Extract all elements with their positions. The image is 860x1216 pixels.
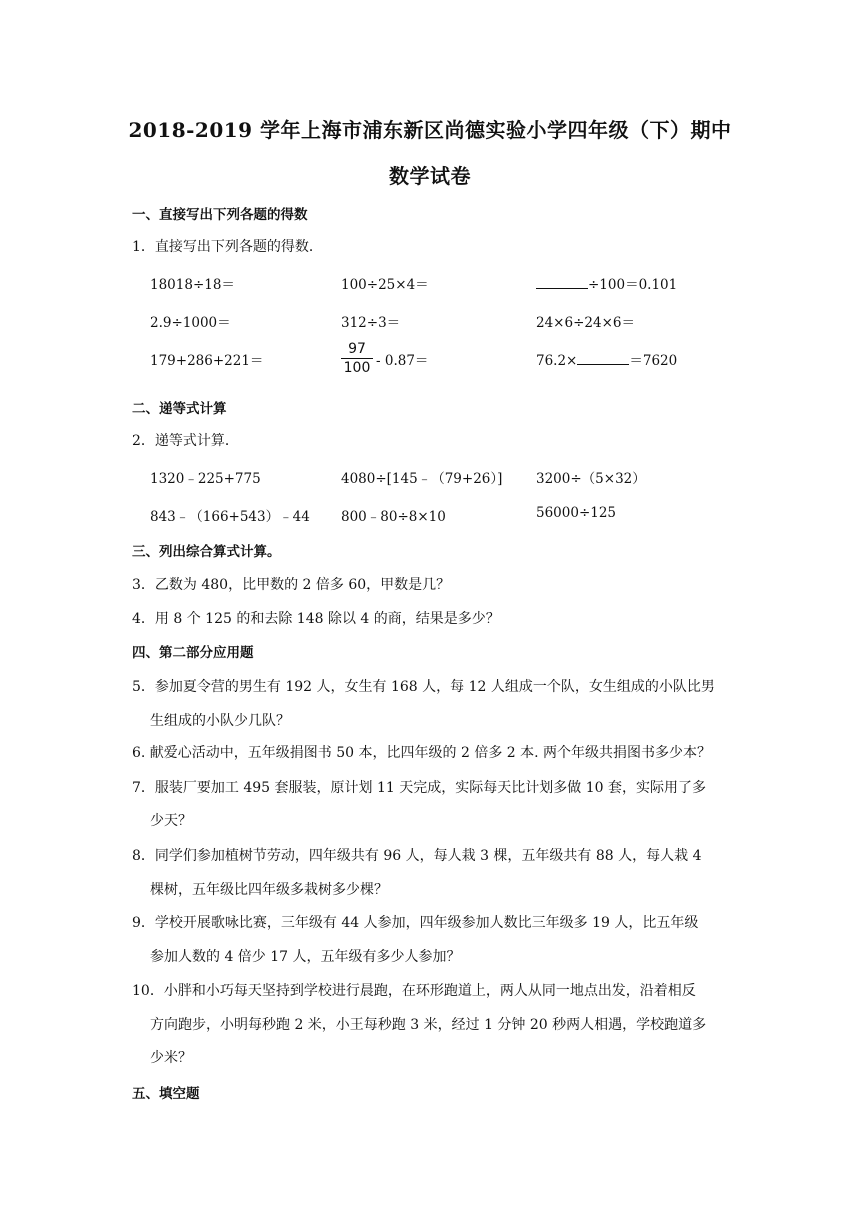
- q2-r2-c3: 56000÷125: [536, 505, 617, 521]
- section-3-heading: 三、列出综合算式计算。: [132, 544, 281, 560]
- question-4: 4．用 8 个 125 的和去除 148 除以 4 的商，结果是多少？: [132, 611, 500, 627]
- q1-r3-c3: 76.2× ＝7620: [536, 353, 678, 369]
- q1-r3-c1: 179+286+221＝: [150, 353, 264, 369]
- section-4-heading: 四、第二部分应用题: [132, 645, 254, 661]
- question-7-line2: 少天？: [150, 813, 192, 829]
- question-9-line2: 参加人数的 4 倍少 17 人，五年级有多少人参加？: [150, 949, 461, 965]
- exam-title-line1: 2018-2019 学年上海市浦东新区尚德实验小学四年级（下）期中: [128, 118, 732, 142]
- question-5-line2: 生组成的小队少几队？: [150, 713, 290, 729]
- q2-r2-c2: 800﹣80÷8×10: [341, 509, 446, 525]
- question-5-line1: 5．参加夏令营的男生有 192 人，女生有 168 人，每 12 人组成一个队，女生组成的小队比男: [132, 679, 715, 695]
- q1-r1-c1: 18018÷18＝: [150, 277, 235, 293]
- question-7-line1: 7．服装厂要加工 495 套服装，原计划 11 天完成，实际每天比计划多做 10 套，实际用了多: [132, 780, 706, 796]
- question-3: 3．乙数为 480，比甲数的 2 倍多 60，甲数是几？: [132, 577, 451, 593]
- q1-r1-c2: 100÷25×4＝: [341, 277, 429, 293]
- q1-r2-c1: 2.9÷1000＝: [150, 315, 231, 331]
- fraction-bar: [341, 358, 373, 359]
- q1-r1-c3: ÷100＝0.101: [536, 273, 677, 293]
- fraction-denominator: 100: [343, 360, 371, 376]
- q1-r3-c2: - 0.87＝: [376, 353, 429, 369]
- q2-r1-c2: 4080÷[145﹣（79+26）]: [341, 471, 503, 487]
- question-6: 6. 献爱心活动中，五年级捐图书 50 本，比四年级的 2 倍多 2 本. 两个年级共捐图书多少本？: [132, 745, 712, 761]
- question-10-line3: 少米？: [150, 1050, 192, 1066]
- question-1-text: 1．直接写出下列各题的得数．: [132, 239, 323, 255]
- question-8-line2: 棵树，五年级比四年级多栽树多少棵？: [150, 882, 388, 898]
- q2-r2-c1: 843﹣（166+543）﹣44: [150, 509, 310, 525]
- q2-r1-c1: 1320﹣225+775: [150, 471, 261, 487]
- question-2-text: 2．递等式计算．: [132, 433, 239, 449]
- question-8-line1: 8．同学们参加植树节劳动，四年级共有 96 人，每人栽 3 棵，五年级共有 88 人，每人栽 4: [132, 848, 702, 864]
- answer-blank[interactable]: [536, 276, 588, 289]
- question-9-line1: 9．学校开展歌咏比赛，三年级有 44 人参加，四年级参加人数比三年级多 19 人，比五年级: [132, 915, 699, 931]
- q1-r2-c3: 24×6÷24×6＝: [536, 315, 635, 331]
- question-10-line1: 10．小胖和小巧每天坚持到学校进行晨跑，在环形跑道上，两人从同一地点出发，沿着相反: [132, 983, 696, 999]
- section-5-heading: 五、填空题: [132, 1086, 200, 1102]
- answer-blank[interactable]: [577, 352, 629, 365]
- section-2-heading: 二、递等式计算: [132, 401, 227, 417]
- question-10-line2: 方向跑步，小明每秒跑 2 米，小王每秒跑 3 米，经过 1 分钟 20 秒两人相遇，学校跑道多: [150, 1017, 707, 1033]
- q1-r2-c2: 312÷3＝: [341, 315, 401, 331]
- fraction-97-100: [341, 341, 373, 376]
- section-1-heading: 一、直接写出下列各题的得数: [132, 207, 308, 223]
- q2-r1-c3: 3200÷（5×32）: [536, 471, 646, 487]
- exam-title-line2: 数学试卷: [389, 164, 471, 188]
- fraction-numerator: 97: [348, 341, 366, 357]
